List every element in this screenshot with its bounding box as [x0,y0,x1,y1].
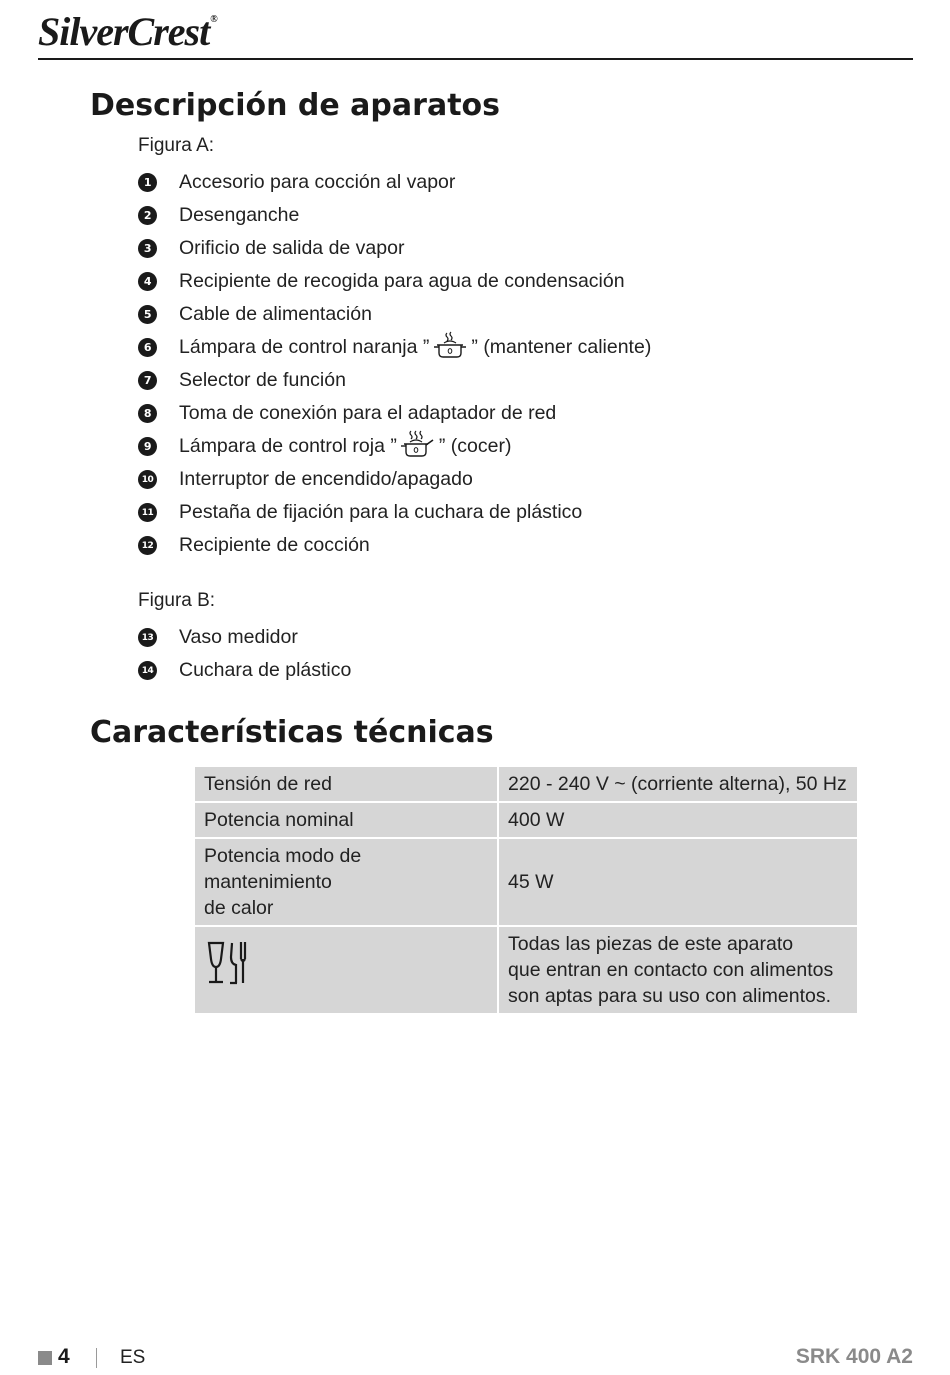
figure-b-label: Figura B: [138,590,216,611]
item-text-before-icon: Lámpara de control naranja ” [179,336,430,358]
list-item [138,463,651,496]
spec-label-line: de calor [204,897,274,919]
table-row [195,767,857,801]
item-text: Accesorio para cocción al vapor [179,171,456,193]
spec-value: 400 W [499,803,857,837]
figure-a-list [138,166,651,562]
registered-mark: ® [210,14,217,25]
list-item [138,364,651,397]
list-item [138,654,351,687]
table-row [195,803,857,837]
header-divider [38,58,913,60]
item-text-after-icon: ” (mantener caliente) [471,336,652,358]
item-text: Selector de función [179,369,346,391]
item-text: Pestaña de fijación para la cuchara de plástico [179,501,583,523]
spec-label: Potencia nominal [195,803,497,837]
spec-value-line: Todas las piezas de este aparato [508,933,794,955]
item-number-badge: 6 [138,338,157,357]
food-safe-glass-fork-icon [204,972,250,994]
keep-warm-pot-icon [430,329,470,359]
list-item [138,265,651,298]
item-number-badge: 5 [138,305,157,324]
item-number-badge: 2 [138,206,157,225]
list-item [138,331,651,364]
figure-b-list [138,621,351,687]
spec-value-line: que entran en contacto con alimentos [508,959,834,981]
item-text: Toma de conexión para el adaptador de red [179,402,557,424]
item-text: Recipiente de cocción [179,534,370,556]
item-text: Orificio de salida de vapor [179,237,405,259]
spec-value-line: son aptas para su uso con alimentos. [508,985,832,1007]
figure-a-label: Figura A: [138,135,215,156]
spec-value [499,927,857,1013]
item-number-badge: 4 [138,272,157,291]
item-number-badge: 14 [138,661,157,680]
table-row [195,839,857,925]
model-number: SRK 400 A2 [795,1345,913,1368]
footer-marker [38,1351,52,1365]
item-number-badge: 3 [138,239,157,258]
spec-label-line: Potencia modo de mantenimiento [204,845,362,893]
item-text: Recipiente de recogida para agua de condensación [179,270,625,292]
item-text: Interruptor de encendido/apagado [179,468,473,490]
item-number-badge: 13 [138,628,157,647]
brand-logo [38,8,217,55]
list-item [138,298,651,331]
page-number: 4 [58,1345,70,1368]
item-text-after-icon: ” (cocer) [438,435,512,457]
list-item [138,397,651,430]
section-title-description: Descripción de aparatos [90,88,500,123]
spec-label [195,839,497,925]
footer-divider [96,1348,97,1368]
list-item [138,166,651,199]
item-text: Vaso medidor [179,626,298,648]
item-number-badge: 10 [138,470,157,489]
item-text: Cuchara de plástico [179,659,352,681]
list-item [138,496,651,529]
spec-label: Tensión de red [195,767,497,801]
item-number-badge: 11 [138,503,157,522]
cooking-pot-icon [398,428,438,458]
item-number-badge: 9 [138,437,157,456]
spec-value: 45 W [499,839,857,925]
list-item [138,529,651,562]
list-item [138,621,351,654]
specs-table [193,765,859,1015]
item-number-badge: 1 [138,173,157,192]
table-row [195,927,857,1013]
item-number-badge: 8 [138,404,157,423]
language-code: ES [120,1347,146,1368]
list-item [138,199,651,232]
section-title-technical: Características técnicas [90,715,494,750]
item-number-badge: 7 [138,371,157,390]
list-item [138,430,651,463]
item-text-before-icon: Lámpara de control roja ” [179,435,397,457]
brand-wordmark: SilverCrest [38,9,210,54]
spec-label [195,927,497,1013]
item-text: Desenganche [179,204,300,226]
spec-value: 220 - 240 V ~ (corriente alterna), 50 Hz [499,767,857,801]
list-item [138,232,651,265]
item-text: Cable de alimentación [179,303,372,325]
item-number-badge: 12 [138,536,157,555]
